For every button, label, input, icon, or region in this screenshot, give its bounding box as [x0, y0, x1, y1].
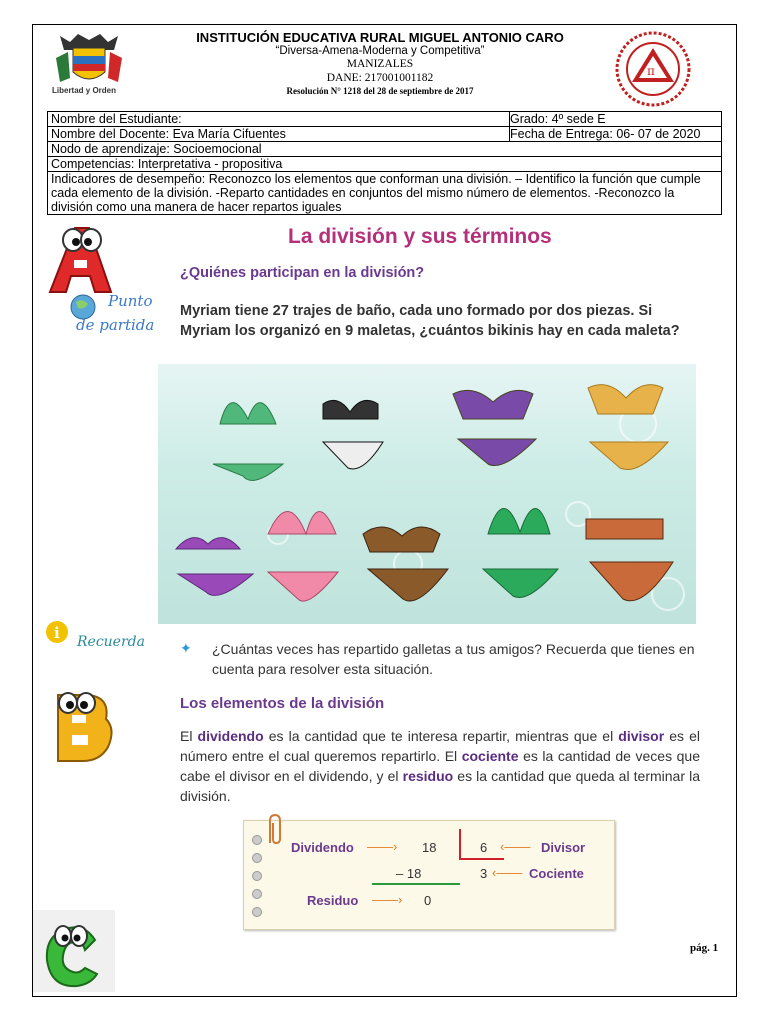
- student-name-cell[interactable]: [48, 112, 510, 127]
- arrow-left-icon: ‹——: [500, 839, 531, 854]
- teacher-text: Nombre del Docente: Eva María Cifuentes: [51, 127, 286, 141]
- grade-cell: [510, 112, 722, 127]
- competencies-cell: [48, 157, 722, 172]
- arrow-left-icon: ‹——: [492, 865, 523, 880]
- division-bracket-vertical: [459, 829, 461, 859]
- recuerda-text: ¿Cuántas veces has repartido galletas a tus amigos? Recuerda que tienes en cuenta para resolver esta situación.: [212, 641, 695, 677]
- letter-b-mascot: [48, 685, 118, 765]
- bullet-star-icon: ✦: [180, 640, 192, 656]
- recuerda-badge: [45, 620, 165, 660]
- letter-a-mascot: [45, 220, 115, 295]
- ring-icon: [252, 871, 262, 881]
- info-icon: [45, 620, 69, 644]
- expl-text-3: es el número entre el cual queremos repartirlo. El: [180, 728, 701, 764]
- ring-icon: [252, 853, 262, 863]
- letter-c-mascot: [33, 910, 115, 992]
- resolution: Resolución N° 1218 del 28 de septiembre de 2017: [286, 86, 474, 96]
- page-number: pág. 1: [690, 942, 719, 954]
- term-residuo: residuo: [402, 768, 454, 784]
- recuerda-label: Recuerda: [77, 634, 145, 650]
- division-example-note: [243, 820, 615, 930]
- competencies-text: Competencias: Interpretativa - propositiva: [51, 157, 283, 171]
- student-label: Nombre del Estudiante:: [51, 112, 182, 126]
- institution-name: INSTITUCIÓN EDUCATIVA RURAL MIGUEL ANTONIO CARO: [196, 30, 564, 45]
- term-dividendo: dividendo: [197, 728, 264, 744]
- expl-text-2: es la cantidad que te interesa repartir, mientras que el: [263, 728, 619, 744]
- node-cell: [48, 142, 722, 157]
- divisor-label: Divisor: [541, 840, 586, 855]
- swimsuits-illustration: [158, 364, 696, 624]
- ring-icon: [252, 907, 262, 917]
- subtrahend-value: – 18: [396, 866, 422, 881]
- paperclip-icon: [264, 813, 284, 849]
- problem-statement: Myriam tiene 27 trajes de baño, cada uno formado por dos piezas. Si Myriam los organizó en 9 maletas, ¿cuántos bikinis hay en cada maleta?: [180, 303, 680, 339]
- dividendo-label: Dividendo: [291, 840, 354, 855]
- residuo-label: Residuo: [307, 893, 359, 908]
- term-divisor: divisor: [618, 728, 665, 744]
- remainder-value: 0: [424, 893, 432, 908]
- coat-of-arms-logo: [48, 28, 130, 98]
- delivery-cell: [510, 127, 722, 142]
- svg-text:i: i: [54, 624, 60, 642]
- expl-text-1: El: [180, 728, 198, 744]
- dane-code: DANE: 217001001182: [326, 72, 434, 84]
- logo-caption: Libertad y Orden: [52, 86, 117, 95]
- indicators-text: Indicadores de desempeño: Reconozco los elementos que conforman una división. – Identifico la función que cumple cada elemento de la división. -Reparto cantidades en conjuntos del mismo número de elementos. -Reconozco la división como una manera de hacer repartos iguales: [51, 172, 701, 214]
- explanation-paragraph: [180, 726, 700, 806]
- city: MANIZALES: [346, 58, 414, 70]
- punto-de-partida-badge: [68, 292, 168, 342]
- school-seal-logo: [614, 30, 692, 108]
- grade-text: Grado: 4º sede E: [510, 112, 606, 126]
- division-bracket-horizontal: [459, 858, 504, 860]
- arrow-right-icon: ——›: [372, 892, 403, 907]
- quotient-value: 3: [480, 866, 488, 881]
- delivery-text: Fecha de Entrega: 06- 07 de 2020: [510, 127, 701, 141]
- teacher-cell: [48, 127, 510, 142]
- subtraction-line: [372, 883, 460, 885]
- arrow-right-icon: ——›: [367, 839, 398, 854]
- indicators-cell: [48, 172, 722, 215]
- info-table: [47, 111, 722, 215]
- dividend-value: 18: [422, 840, 437, 855]
- section-heading: Los elementos de la división: [180, 695, 385, 712]
- svg-text:π: π: [647, 64, 655, 78]
- node-text: Nodo de aprendizaje: Socioemocional: [51, 142, 262, 156]
- ring-icon: [252, 835, 262, 845]
- motto: “Diversa-Amena-Moderna y Competitiva”: [275, 45, 485, 57]
- partida-label: de partida: [76, 316, 155, 334]
- divisor-value: 6: [480, 840, 488, 855]
- expl-text-4: es la cantidad de veces que cabe el divisor en el dividendo, y el: [180, 748, 700, 784]
- expl-text-5: es la cantidad que queda al terminar la división.: [180, 768, 700, 804]
- punto-label: Punto: [108, 292, 153, 310]
- term-cociente: cociente: [461, 748, 519, 764]
- cociente-label: Cociente: [529, 866, 584, 881]
- ring-icon: [252, 889, 262, 899]
- lesson-title: La división y sus términos: [288, 225, 552, 248]
- question-heading: ¿Quiénes participan en la división?: [180, 265, 425, 281]
